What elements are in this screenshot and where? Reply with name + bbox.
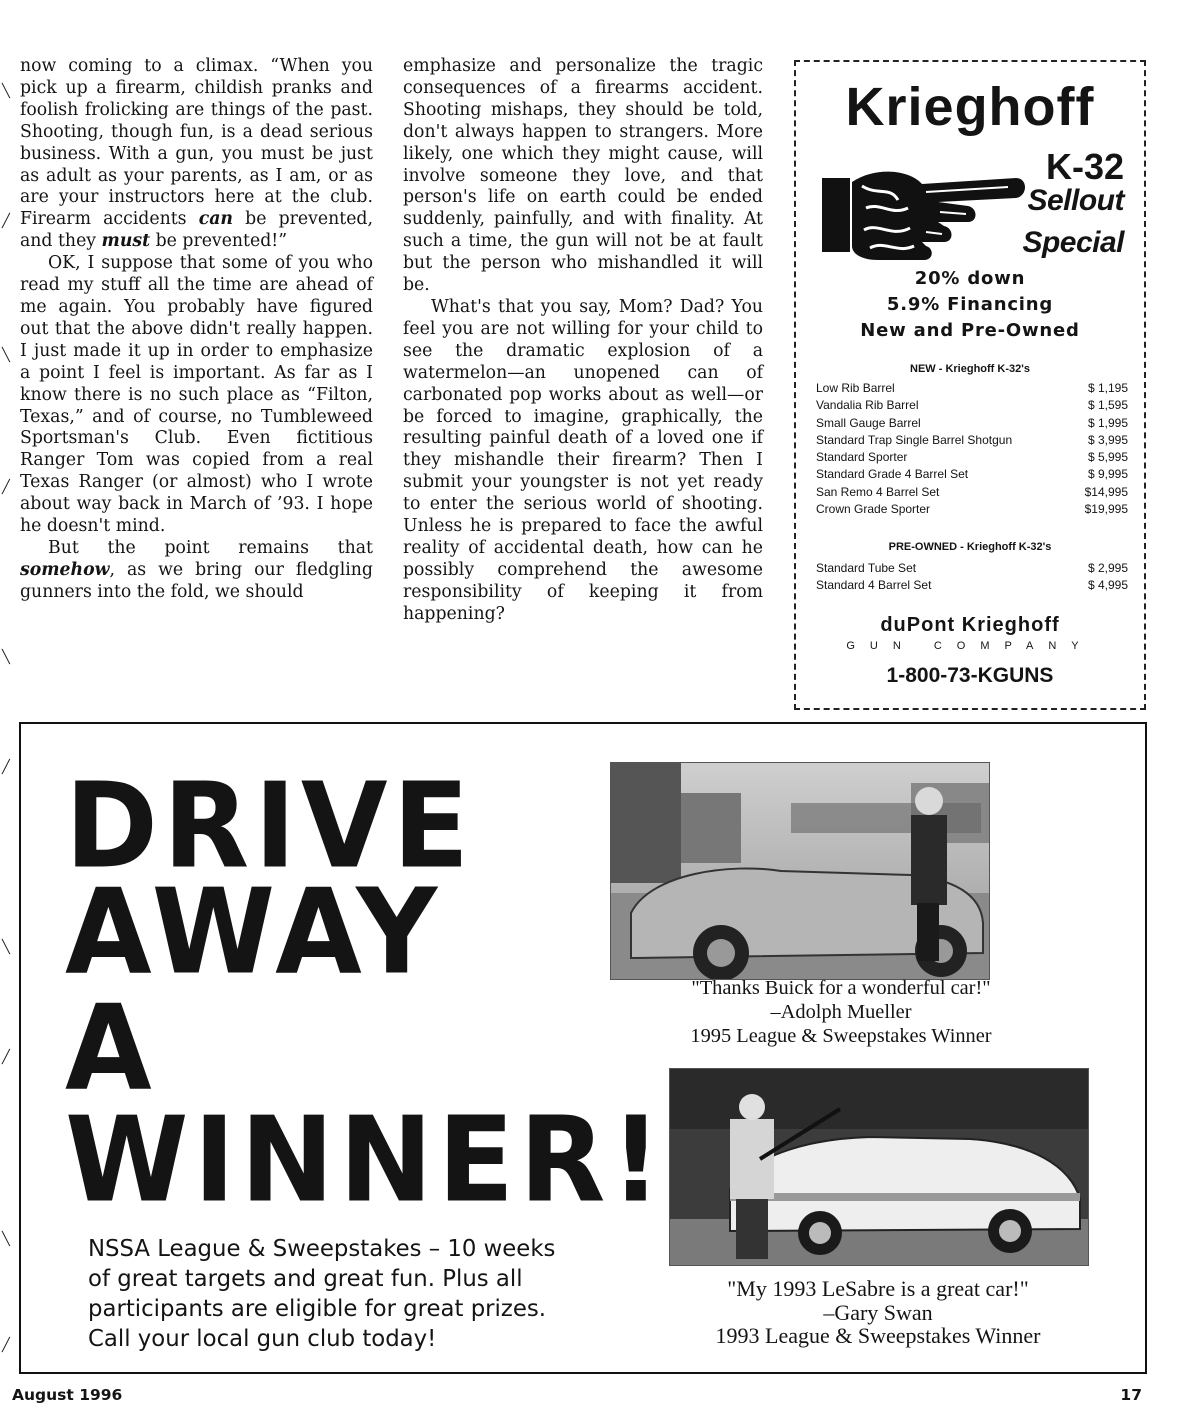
item-price: $19,995 xyxy=(1084,502,1128,517)
article-paragraph: now coming to a climax. “When you pick up a firearm, childish pranks and foolish frolicking are things of the past. Shooting, though fun, is a dead serious business. With a gun, you must be just as adult as your parents, as I am, or as are your instructors here at the club. Firearm accidents can be prevented, and they must be prevented!” xyxy=(20,56,373,252)
margin-mark: ╱ xyxy=(2,480,10,495)
item-price: $ 4,995 xyxy=(1087,578,1128,593)
caption-quote: "Thanks Buick for a wonderful car!" xyxy=(691,977,991,999)
price-row xyxy=(816,560,1128,577)
offer-down: 20% down xyxy=(914,268,1026,289)
item-name: San Remo 4 Barrel Set xyxy=(816,484,940,499)
item-name: Standard Trap Single Barrel Shotgun xyxy=(816,432,1013,447)
article-paragraph: What's that you say, Mom? Dad? You feel you are not willing for your child to see the dramatic explosion of a watermelon—an unopened can of carbonated pop works about as well—or be forced to imagine, graphically, the resulting painful death of a loved one if they mishandle their firearm? Then I submit your youngster is not yet ready to enter the serious world of shooting. Unless he is prepared to face the awful reality of accidental death, how can he possibly comprehend the awesome responsibility of keeping it from happening? xyxy=(403,296,763,624)
caption-name: –Gary Swan xyxy=(823,1299,933,1325)
special-label: Special xyxy=(1022,226,1124,259)
margin-mark: ╲ xyxy=(2,940,10,955)
price-row xyxy=(816,501,1128,518)
item-price: $ 1,595 xyxy=(1087,398,1128,413)
offer-financing: 5.9% Financing xyxy=(886,294,1054,315)
company-name: duPont Krieghoff xyxy=(880,614,1060,636)
caption-title: 1993 League & Sweepstakes Winner xyxy=(715,1323,1041,1348)
margin-mark: ╲ xyxy=(2,84,10,99)
ad-title: Krieghoff xyxy=(845,77,1095,137)
preowned-price-list xyxy=(816,560,1128,595)
article-column-1 xyxy=(20,56,373,604)
offer-condition: New and Pre-Owned xyxy=(860,320,1080,341)
item-name: Standard Sporter xyxy=(816,450,908,465)
article-paragraph: emphasize and personalize the tragic consequences of a firearms accident. Shooting mishaps, they should be told, don't always happen to strangers. More likely, one which they might cause, will involve someone they love, and that person's life on earth could be ended suddenly, painfully, and with finality. At such a time, the gun will not be at fault but the person who mishandled it will be. xyxy=(403,56,763,296)
item-price: $ 1,995 xyxy=(1087,415,1128,430)
issue-date: August 1996 xyxy=(12,1386,123,1404)
article-paragraph: But the point remains that somehow, as we bring our fledgling gunners into the fold, we should xyxy=(20,537,373,602)
price-row xyxy=(816,380,1128,397)
ad-copy-line: participants are eligible for great prizes. xyxy=(88,1296,546,1322)
price-row xyxy=(816,466,1128,483)
headline-line: A xyxy=(65,980,157,1118)
preowned-heading: PRE-OWNED - Krieghoff K-32's xyxy=(888,541,1052,553)
winner-photo-1 xyxy=(610,762,990,980)
headline-line: AWAY xyxy=(65,864,443,1002)
ad-copy-line: of great targets and great fun. Plus all xyxy=(88,1266,523,1292)
price-row xyxy=(816,577,1128,594)
company-subtitle: GUN COMPANY xyxy=(846,640,1094,652)
price-row xyxy=(816,449,1128,466)
winner-photo-2 xyxy=(669,1068,1089,1266)
item-name: Vandalia Rib Barrel xyxy=(816,398,919,413)
winner-caption-2 xyxy=(663,1277,1093,1348)
drive-away-ad xyxy=(19,722,1147,1374)
model-name: K-32 xyxy=(1045,146,1124,187)
price-row xyxy=(816,484,1128,501)
headline-line: WINNER! xyxy=(65,1092,667,1230)
ad-copy xyxy=(88,1234,555,1354)
margin-mark: ╱ xyxy=(2,214,10,229)
item-name: Small Gauge Barrel xyxy=(816,415,921,430)
margin-mark: ╲ xyxy=(2,348,10,363)
price-row xyxy=(816,415,1128,432)
margin-mark: ╱ xyxy=(2,1338,10,1353)
caption-title: 1995 League & Sweepstakes Winner xyxy=(690,1025,992,1047)
price-row xyxy=(816,432,1128,449)
pointing-hand-icon xyxy=(818,156,1028,270)
sellout-label: Sellout xyxy=(1027,184,1124,217)
new-price-list xyxy=(816,380,1128,518)
item-name: Low Rib Barrel xyxy=(816,381,895,395)
margin-mark: ╱ xyxy=(2,760,10,775)
item-price: $ 5,995 xyxy=(1087,450,1128,465)
ad-copy-line: Call your local gun club today! xyxy=(88,1326,437,1352)
item-price: $ 2,995 xyxy=(1087,561,1128,575)
margin-mark: ╲ xyxy=(2,1232,10,1247)
item-name: Standard 4 Barrel Set xyxy=(816,578,932,593)
article-paragraph: OK, I suppose that some of you who read my stuff all the time are ahead of me again. You probably have figured out that the above didn't really happen. I just made it up in order to emphasize a point I feel is important. As far as I know there is no such place as “Filton, Texas,” and of course, no Tumbleweed Sportsman's Club. Even fictitious Ranger Tom was copied from a real Texas Ranger (or almost) who I wrote about way back in March of ’93. I hope he doesn't mind. xyxy=(20,253,373,537)
caption-name: –Adolph Mueller xyxy=(770,1001,912,1023)
item-price: $14,995 xyxy=(1084,484,1128,499)
krieghoff-ad xyxy=(794,60,1146,710)
item-name: Crown Grade Sporter xyxy=(816,502,931,517)
headline-line: DRIVE xyxy=(65,758,475,896)
item-price: $ 1,195 xyxy=(1087,381,1128,395)
ad-copy-line: NSSA League & Sweepstakes – 10 weeks xyxy=(88,1236,556,1262)
page-number: 17 xyxy=(1120,1386,1142,1404)
winner-caption-1 xyxy=(621,976,1061,1048)
margin-mark: ╱ xyxy=(2,1050,10,1065)
margin-mark: ╲ xyxy=(2,650,10,665)
item-price: $ 3,995 xyxy=(1087,432,1128,447)
price-row xyxy=(816,397,1128,414)
caption-quote: "My 1993 LeSabre is a great car!" xyxy=(727,1276,1029,1301)
item-name: Standard Grade 4 Barrel Set xyxy=(816,467,969,482)
item-name: Standard Tube Set xyxy=(816,561,917,575)
new-heading: NEW - Krieghoff K-32's xyxy=(910,363,1030,375)
article-column-2 xyxy=(403,56,763,626)
item-price: $ 9,995 xyxy=(1087,467,1128,482)
phone-number: 1-800-73-KGUNS xyxy=(886,664,1054,687)
